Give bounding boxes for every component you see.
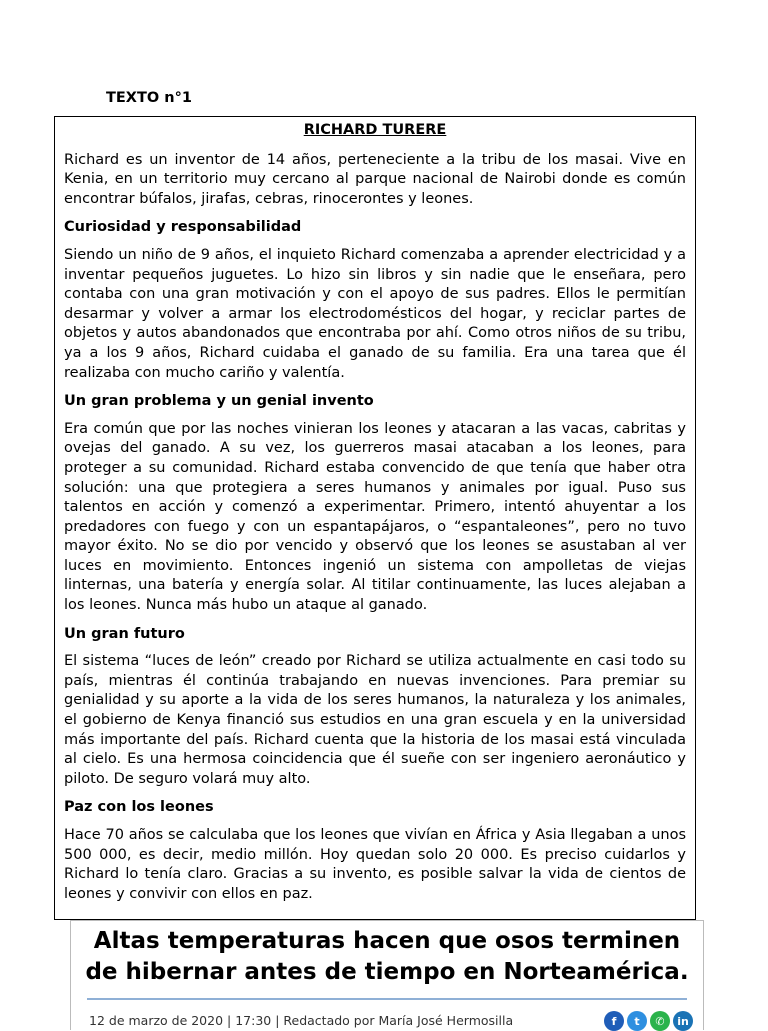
facebook-icon[interactable]: f [604, 1011, 624, 1031]
section-body-problema: Era común que por las noches vinieran los leones y atacaran a las vacas, cabritas y ovejas del ganado. A su vez, los guerreros masai atacaban a los leones, para proteger a su comunidad. Richard estaba convencido de que tenía que haber otra solución: una que protegiera a seres humanos y animales por igual. Puso sus talentos en acción y comenzó a experimentar. Primero, intentó ahuyentar a los predadores con fuego y con un espantapájaros, o “espantaleones”, pero no tuvo mayor éxito. No se dio por vencido y observó que los leones se asustaban al ver luces en movimiento. Entonces ingenió un sistema con ampolletas de viejas linternas, una batería y energía solar. Al titilar continuamente, las luces alejaban a los leones. Nunca más hubo un ataque al ganado. [64, 420, 686, 614]
whatsapp-icon[interactable]: ✆ [650, 1011, 670, 1031]
news-headline: Altas temperaturas hacen que osos terminen de hibernar antes de tiempo en Norteamérica. [85, 928, 689, 985]
section-body-futuro: El sistema “luces de león” creado por Richard se utiliza actualmente en casi todo su país, mientras él continúa trabajando en nuevas invenciones. Para premiar su genialidad y su aporte a la vida de los seres humanos, la naturaleza y los animales, el gobierno de Kenya financió sus estudios en una gran escuela y en la universidad más importante del país. Richard cuenta que la historia de los masai está vinculada al cielo. Es una hermosa coincidencia que él sueñe con ser ingeniero aeronáutico y piloto. De seguro volará muy alto. [64, 653, 686, 787]
text-label: TEXTO n°1 [106, 90, 192, 106]
linkedin-icon[interactable]: in [673, 1011, 693, 1031]
section-heading-curiosidad: Curiosidad y responsabilidad [64, 219, 302, 236]
section-body-paz: Hace 70 años se calculaba que los leones que vivían en África y Asia llegaban a unos 500 000, es decir, medio millón. Hoy quedan solo 20 000. Es preciso cuidarlos y Richard lo tenía claro. Gracias a su invento, es posible salvar la vida de cientos de leones y convivir con ellos en paz. [64, 827, 686, 902]
section-heading-futuro: Un gran futuro [64, 625, 185, 642]
twitter-icon[interactable]: t [627, 1011, 647, 1031]
share-bar [604, 1011, 693, 1031]
article-title: RICHARD TURERE [303, 122, 447, 138]
news-clipping [70, 920, 704, 1030]
article-intro: Richard es un inventor de 14 años, perteneciente a la tribu de los masai. Vive en Kenia, en un territorio muy cercano al parque nacional de Nairobi donde es común encontrar búfalos, jirafas, cebras, rinocerontes y leones. [64, 151, 686, 207]
section-heading-paz: Paz con los leones [64, 799, 214, 816]
section-heading-problema: Un gran problema y un genial invento [64, 393, 374, 410]
news-byline: 12 de marzo de 2020 | 17:30 | Redactado por María José Hermosilla [89, 1013, 514, 1028]
article-box [54, 116, 696, 920]
section-body-curiosidad: Siendo un niño de 9 años, el inquieto Richard comenzaba a aprender electricidad y a inventar pequeños juguetes. Lo hizo sin libros y sin nadie que le enseñara, pero contaba con una gran motivación y con el apoyo de sus padres. Ellos le permitían desarmar y volver a armar los electrodomésticos del hogar, y reciclar partes de objetos y autos abandonados que encontraba por ahí. Como otros niños de su tribu, ya a los 9 años, Richard cuidaba el ganado de su familia. Era una tarea que él realizaba con mucho cariño y valentía. [64, 246, 686, 381]
news-divider [87, 998, 687, 1000]
